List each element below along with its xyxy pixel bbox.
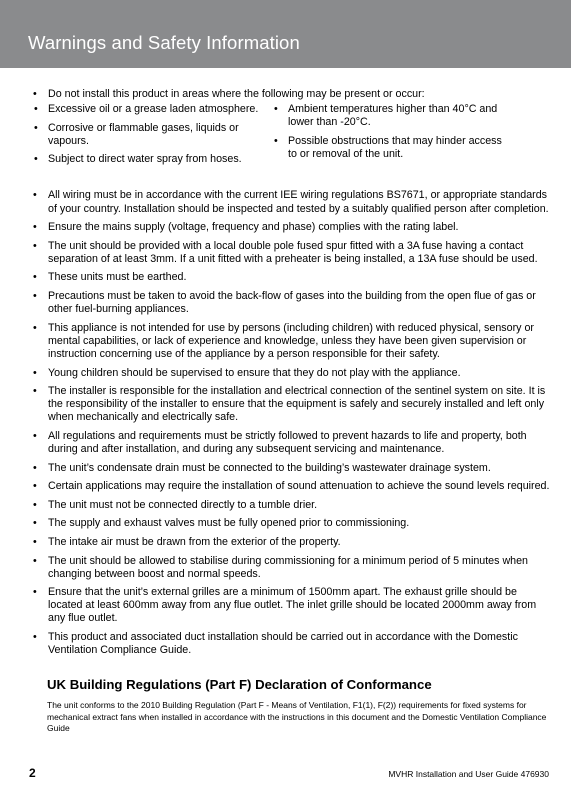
conformance-title: UK Building Regulations (Part F) Declaration of Conformance xyxy=(47,677,432,692)
list-item: • The intake air must be drawn from the exterior of the property. xyxy=(33,535,341,548)
bullet-icon: • xyxy=(274,103,278,116)
bullet-icon: • xyxy=(33,221,37,234)
list-item: • The unit should be provided with a local double pole fused spur fitted with a 3A fuse having a contact separation of at least 3mm. If a unit fitted with a preheater is being installed, a 13A fuse should be used. xyxy=(33,239,538,265)
intro-text: Do not install this product in areas where the following may be present or occur: xyxy=(48,88,425,100)
list-item: • The supply and exhaust valves must be fully opened prior to commissioning. xyxy=(33,517,410,530)
page-number: 2 xyxy=(29,766,36,780)
sub-column-left xyxy=(34,103,263,172)
list-item: • All wiring must be in accordance with the current IEE wiring regulations BS7671, or appropriate standards of your country. Installation should be inspected and tested by a suitably qualified person after completion. xyxy=(33,189,549,215)
sub-list-item: • Corrosive or flammable gases, liquids or vapours. xyxy=(34,121,239,147)
bullet-icon: • xyxy=(33,480,37,493)
list-item: • The installer is responsible for the installation and electrical connection of the sentinel system on site. It is the responsibility of the installer to ensure that the equipment is safely and securely installed and left only when mechanically and electrically safe. xyxy=(33,385,546,424)
bullet-icon: • xyxy=(33,321,37,334)
sub-column-right xyxy=(274,103,504,172)
bullet-icon: • xyxy=(33,461,37,474)
conformance-text: The unit conforms to the 2010 Building Regulation (Part F - Means of Ventilation, F1(1), F(2)) requirements for fixed systems for mechanical extract fans when installed in accordance with the instructions in this document and the Domestic Ventilation Compliance Guide xyxy=(47,700,547,734)
warnings-content xyxy=(0,88,571,663)
warnings-list xyxy=(0,88,571,657)
list-item: • Certain applications may require the installation of sound attenuation to achieve the sound levels required. xyxy=(33,480,550,493)
list-item: • Ensure that the unit’s external grilles are a minimum of 1500mm apart. The exhaust grille should be located at least 600mm away from any flue outlet. The inlet grille should be located 2000mm away from any flue outlet. xyxy=(33,586,537,625)
bullet-icon: • xyxy=(274,134,278,147)
bullet-icon: • xyxy=(33,554,37,567)
bullet-icon: • xyxy=(33,517,37,530)
list-item: • This appliance is not intended for use by persons (including children) with reduced physical, sensory or mental capabilities, or lack of experience and knowledge, unless they have been given supervision or instruction concerning use of the appliance by a person responsible for their safety. xyxy=(33,321,534,360)
list-item: • The unit should be allowed to stabilise during commissioning for a minimum period of 5 minutes when changing between boost and normal speeds. xyxy=(33,554,528,580)
list-item: • Precautions must be taken to avoid the back-flow of gases into the building from the open flue of gas or other fuel-burning appliances. xyxy=(33,290,536,316)
bullet-icon: • xyxy=(33,271,37,284)
bullet-icon: • xyxy=(33,429,37,442)
bullet-icon: • xyxy=(34,153,38,166)
guide-name: MVHR Installation and User Guide 476930 xyxy=(388,769,549,779)
list-item: • These units must be earthed. xyxy=(33,271,187,284)
bullet-icon: • xyxy=(33,189,37,202)
bullet-icon: • xyxy=(33,385,37,398)
conformance-section xyxy=(47,677,552,735)
bullet-icon: • xyxy=(34,121,38,134)
bullet-icon: • xyxy=(33,498,37,511)
header-banner xyxy=(0,0,571,68)
sub-list-item: • Possible obstructions that may hinder access to or removal of the unit. xyxy=(274,134,502,160)
bullet-icon: • xyxy=(33,535,37,548)
sub-bullet-columns xyxy=(34,103,551,172)
list-item: • All regulations and requirements must be strictly followed to prevent hazards to life and property, both during and after installation, and during any subsequent servicing and maintenance. xyxy=(33,429,527,455)
sub-list-item: • Excessive oil or a grease laden atmosphere. xyxy=(34,103,259,116)
list-item-intro xyxy=(0,88,571,172)
list-item: • This product and associated duct installation should be carried out in accordance with the Domestic Ventilation Compliance Guide. xyxy=(33,631,518,657)
spacer xyxy=(0,177,571,189)
sub-list-item: • Subject to direct water spray from hoses. xyxy=(34,153,242,166)
bullet-icon: • xyxy=(33,88,37,100)
bullet-icon: • xyxy=(33,586,37,599)
bullet-icon: • xyxy=(34,103,38,116)
sub-list-item: • Ambient temperatures higher than 40°C and lower than -20°C. xyxy=(274,103,498,129)
list-item: • The unit’s condensate drain must be connected to the building’s wastewater drainage system. xyxy=(33,461,491,474)
bullet-icon: • xyxy=(33,239,37,252)
list-item: • The unit must not be connected directly to a tumble drier. xyxy=(33,498,318,511)
page-title: Warnings and Safety Information xyxy=(28,32,300,53)
bullet-icon: • xyxy=(33,290,37,303)
list-item: • Young children should be supervised to ensure that they do not play with the appliance. xyxy=(33,366,461,379)
bullet-icon: • xyxy=(33,366,37,379)
list-item: • Ensure the mains supply (voltage, frequency and phase) complies with the rating label. xyxy=(33,221,459,234)
bullet-icon: • xyxy=(33,631,37,643)
